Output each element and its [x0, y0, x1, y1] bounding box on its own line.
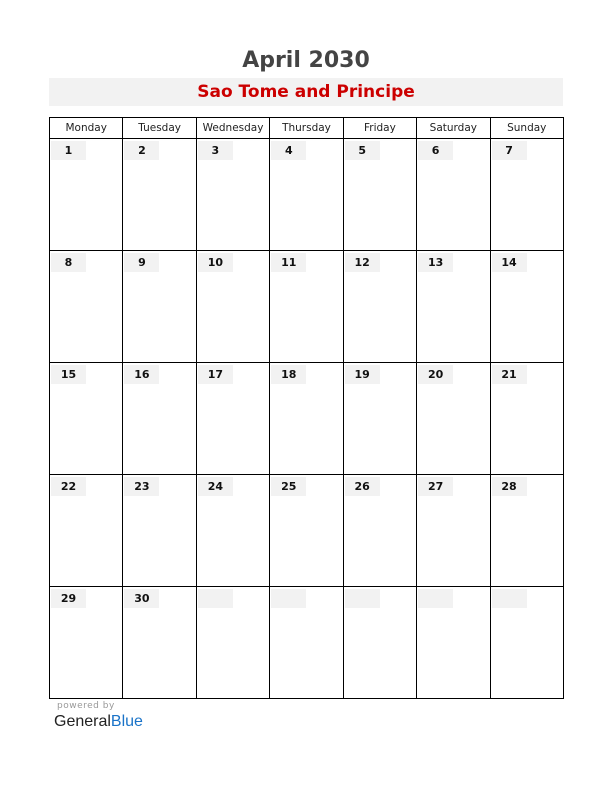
- day-number: 22: [51, 477, 86, 496]
- day-cell: [196, 363, 269, 475]
- day-number: 15: [51, 365, 86, 384]
- day-cell: [417, 251, 490, 363]
- day-number: 18: [271, 365, 306, 384]
- day-number: 29: [51, 589, 86, 608]
- day-number: 9: [124, 253, 159, 272]
- month-title: April 2030: [242, 48, 370, 73]
- day-cell: [490, 363, 563, 475]
- day-number: 30: [124, 589, 159, 608]
- day-number: 10: [198, 253, 233, 272]
- day-number: 6: [418, 141, 453, 160]
- day-cell: [417, 587, 490, 699]
- day-cell: [123, 475, 196, 587]
- day-number: 17: [198, 365, 233, 384]
- day-cell: [490, 139, 563, 251]
- day-cell: [490, 475, 563, 587]
- day-cell: [270, 475, 343, 587]
- weekday-wednesday: Wednesday: [196, 118, 269, 139]
- weekday-saturday: Saturday: [417, 118, 490, 139]
- day-cell: [343, 363, 416, 475]
- week-row: [50, 363, 564, 475]
- brand-general-text: General: [54, 713, 111, 730]
- day-number: 25: [271, 477, 306, 496]
- day-cell: [196, 251, 269, 363]
- day-cell: [417, 363, 490, 475]
- day-number: 2: [124, 141, 159, 160]
- day-number: 14: [492, 253, 527, 272]
- day-cell: [343, 475, 416, 587]
- brand-blue-text: Blue: [110, 713, 143, 730]
- day-number: [492, 589, 527, 608]
- day-cell: [343, 587, 416, 699]
- day-cell: [196, 139, 269, 251]
- calendar-grid: [49, 117, 564, 699]
- country-banner: Sao Tome and Principe: [49, 78, 563, 106]
- day-number: 27: [418, 477, 453, 496]
- day-cell: [417, 475, 490, 587]
- day-cell: [343, 139, 416, 251]
- weekday-header-row: [50, 118, 564, 139]
- generalblue-logo[interactable]: [54, 713, 143, 731]
- day-number: 19: [345, 365, 380, 384]
- day-cell: [196, 587, 269, 699]
- weekday-sunday: Sunday: [490, 118, 563, 139]
- day-number: 8: [51, 253, 86, 272]
- day-cell: [417, 139, 490, 251]
- weekday-monday: Monday: [50, 118, 123, 139]
- day-number: 16: [124, 365, 159, 384]
- day-number: 4: [271, 141, 306, 160]
- day-number: 5: [345, 141, 380, 160]
- day-cell: [490, 251, 563, 363]
- day-number: 3: [198, 141, 233, 160]
- day-cell: [123, 363, 196, 475]
- day-cell: [270, 587, 343, 699]
- day-cell: [270, 139, 343, 251]
- day-cell: [343, 251, 416, 363]
- day-cell: [196, 475, 269, 587]
- week-row: [50, 139, 564, 251]
- day-number: 20: [418, 365, 453, 384]
- day-cell: [270, 363, 343, 475]
- day-number: 21: [492, 365, 527, 384]
- day-number: [418, 589, 453, 608]
- day-cell: [50, 475, 123, 587]
- day-cell: [490, 587, 563, 699]
- day-cell: [270, 251, 343, 363]
- day-number: 11: [271, 253, 306, 272]
- week-row: [50, 475, 564, 587]
- day-cell: [50, 363, 123, 475]
- day-number: [271, 589, 306, 608]
- day-cell: [50, 251, 123, 363]
- day-number: 1: [51, 141, 86, 160]
- day-number: [345, 589, 380, 608]
- day-cell: [50, 139, 123, 251]
- weekday-tuesday: Tuesday: [123, 118, 196, 139]
- week-row: [50, 587, 564, 699]
- day-cell: [50, 587, 123, 699]
- day-cell: [123, 139, 196, 251]
- weekday-thursday: Thursday: [270, 118, 343, 139]
- week-row: [50, 251, 564, 363]
- day-number: 7: [492, 141, 527, 160]
- day-number: 23: [124, 477, 159, 496]
- day-number: [198, 589, 233, 608]
- day-number: 13: [418, 253, 453, 272]
- powered-by-label: powered by: [57, 701, 115, 711]
- day-cell: [123, 251, 196, 363]
- day-number: 12: [345, 253, 380, 272]
- weekday-friday: Friday: [343, 118, 416, 139]
- day-cell: [123, 587, 196, 699]
- day-number: 24: [198, 477, 233, 496]
- day-number: 28: [492, 477, 527, 496]
- day-number: 26: [345, 477, 380, 496]
